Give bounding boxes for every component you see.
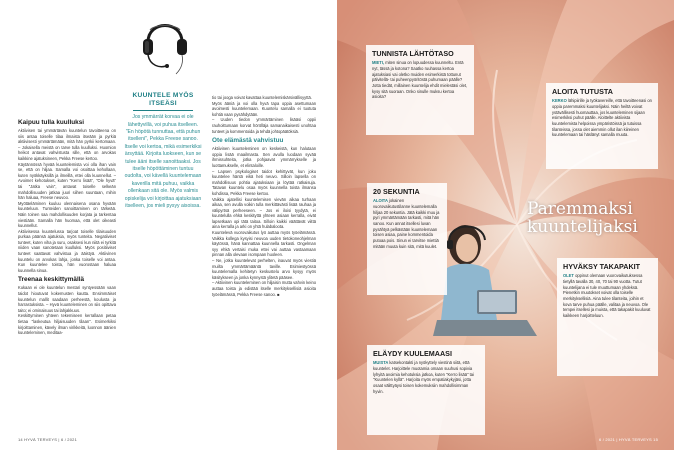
tip-heading: TUNNISTA LÄHTÖTASO: [372, 49, 454, 58]
pull-quote: [124, 92, 202, 210]
tip-lead: MIETI,: [372, 60, 386, 66]
paragraph: tio tai jooga voivat kavattaa kuuntelemiskärsivällisyyttä.: [212, 95, 312, 100]
tip-lead: ALOITA: [373, 198, 389, 204]
tip-heading: ELÄYDY KUULEMAASI: [373, 349, 452, 358]
heading-treenaa: Treenaa keskittymällä: [18, 276, 85, 284]
paragraph: Käytännössä hyvää kuuntelemista voi olla ihan vain se, että on hiljaa. Samalla voi osoittaa kehollaan, kuten nyökkäyksillä ja ilmeillä, ettei olla kuunnellut. – Avoimet kehotukset, kuten "Kerro lisää", "Ole hyvä" tai "Jatka vain", antavat toiselle selkeän mahdollisuuden jatkaa juuri siihen suuntaan, mihin hän haluaa, Freese neuvoo.: [18, 161, 116, 201]
paragraph: Myötäeläminen kuuluu olennaisena osana hyvään kuunteluun. Tunteiden sanoittaminen on tärkeää. Näin toinen saa mahdollisuuden korjata ja tarkentaa viestiään. Samalla hän huomaa, että olet oikeasti kuunnellut.: [18, 200, 116, 229]
paragraph: Aktiivisen tai ymmärtävän kuuntelun tavoitteena on siis antaa toiselle tilaa ilmaista itseään ja pyrkiä aktiivisesti ymmärtämään, mitä hän pyrkii kertomaan. – Jokaisella meistä on tarve tulla kuulluksi. Huomion heikot antavat vahvistusta sille, että on arvokas kaikkine ajatuksineen, Pekka Freese kertoo.: [18, 128, 116, 161]
folio-left: 14 HYVÄ TERVEYS | 6 / 2021: [18, 437, 78, 442]
paragraph: Vaikka ajatellisi kuuntelemisen vievän aikaa turhaan aikaa, sen avulla voikin tulla merkittävästi lisää rauhaa ja välipyrtsä perheeseen. – Jos ei iloisi tyydytä, ei kuuntelulla ehkä keskityttä yhteen asiaan kerralla, eivät lapsetkaan opi tätä taitoa. Silloin kaikki väättävät viittä aina kerralla ja arki on yhtä hulabaloota.: [212, 196, 316, 230]
tip-text: lähipiirille ja työkavereille, että tavoitteenasi on oppia paremmaksi kuuntelijaksi. Näin heiltä voivat ystävällisesti huomauttaa, jos kuunteleminen sijaan esimerkiksi puhut päälle. Aloittelte aktiivista kuuntelemista helpoissa ympäristöissä ja tutuissa tilanteissa, jossa olet aiemmin ollut ilan kiireinen kuuntelemaan tai häslänyt samalla muuta.: [552, 98, 652, 138]
tip-box-aloita: [546, 83, 658, 169]
heading-ote: Ote elämästä vahvistuu: [212, 137, 284, 145]
paragraph: – Ne, jotka kuuntelevat perhelten, inauvat myös viestiä muilta ymmärtämääntä taville. Esimiestyössä kuuntelemalla kehitetyn keskustelu arvo kysyy myös käsitykseen ja jonka kynnystä ylitetä pääsee.: [212, 258, 316, 280]
tip-lead: OLET: [563, 273, 576, 279]
paragraph: Aktiivinen kuunteleminen on keskeistä, kun halutaan oppia lisää maailmasta. Sen avulla luodaan syvää ihmissuhteita, jotka pohjaavat ymmärrykselle ja luottamukselle, et elintaloille.: [212, 146, 316, 168]
tip-text: miten sinua on lopuudessa kuunneltu. Entä nyt, tässä ja kotona? Saatko ruuhassa kertoa ajatuksiasi vai oletko muiden esimerkistä tottunut pälvitellä- tai puheenpyöritöstä puhumaan päälle? Jotta tiedät, millainen kuuntelija ehdit mielestäsi olet, kysy sitä suoraan. Onko sinulle muksu kertoa asioita?: [372, 60, 468, 100]
paragraph: – Lapsen psykologiset taidot kehittyvät, kun joku kuuntelee häntä eikä heti neuvo. Silloin lapsella on mahdollisuus pohtia ajatuksiaan ja löytää ratkaisuja. Tatavan kuuntelu osaa myös kuunnella toista ilmansa kohdissa, Pekka Freese kertoo.: [212, 168, 316, 196]
tip-lead: KERKO: [552, 98, 568, 104]
tip-box-elaydy: [367, 345, 485, 435]
title-line-1: Paremmaksi: [527, 199, 633, 219]
folio-right: 6 / 2021 | HYVÄ TERVEYS 15: [598, 437, 658, 442]
paragraph: – Uuden tiedon ymmärtäminen lisääsi oppii rauhoittumaan korvat hörölläja samanaikaisesti unohtaa tunteet ja kommentoida ja tehdä johtopäätöksiä.: [212, 117, 316, 134]
headset-icon: [140, 8, 190, 76]
column-1: [18, 116, 116, 436]
tip-heading: 20 SEKUNTIA: [373, 187, 420, 196]
tip-box-tunnista: [366, 45, 474, 135]
divider: [133, 110, 193, 111]
pull-quote-text: Jos ymmärrät korvaa ei ole lähettyvillä, voi puhua itselleen. "En höpötä tunnuttaa, että puhun itselleni", Pekka Freese sanoo. Itselle voi kertoa, mikä esimerkiksi ärsyttää. Kirjoita luokseen, kun se tulee ääni itselle sanoittaaksi. Jos itselle höpöttäminen tuntuu oudolta, voi kävellä kuuntelemaan kaverilla mitä puhuu, vaikka ollenkaan sitä ole. Myös valmis opiskelija voi kirjoittaa ajatuksiaan itselleen, jos mieli pysyy aisoissa.: [124, 114, 202, 210]
tip-heading: HYVÄKSY TAKAPAKIT: [563, 262, 641, 271]
paragraph: Keskittyminen yhteen tekemiseen kerrallaan petaa tietaa "laskeutua hiljaisuuden tilaan". Esimerkiksi kirjoittaminen, kävely ilman virikkeitä, luonnon äänien kuunteleminen, meditaa-: [18, 313, 116, 336]
tip-text: oppinut olemaan vuorovaikutuksessa tietyllä tavalla 30, 40, 70 tai 90 vuotta. Tutut kuuntelijana ei tule muuttumaan yhdeksä. Pienetkin muutokset voivat olla toiselle merkityksellisiä. Aina tulee tilanteita, joihin et kova tarve puhua päälle, valitaa ja neuvoa. Ole tempei itsellesi ja muista, että takapakit kuuluvat kaikkeen harjoitteluun.: [563, 273, 651, 319]
tip-text: katsekontakti ja nyökyttely viestinä siitä, että kuuntelet. Harjoittele muotamia omaan suuhusi sopivia lyhyitä avoimia kehotuksia jatkoa, kuten "Kerro lisää" tai "Kuuntelen kyllä". Harjoita myös empatiakykyjäsi, jotta osaat välittyäysi toisen kokemuksiin mahdollisimman hyvin.: [373, 360, 474, 394]
pull-quote-title: KUUNTELE MYÖS ITSEÄSI: [132, 92, 194, 107]
title-line-2: kuuntelijaksi: [527, 217, 638, 237]
right-page: [337, 0, 674, 450]
tip-heading: ALOITA TUTUSTA: [552, 87, 613, 96]
heading-kaipuu: Kaipuu tulla kuulluksi: [18, 119, 85, 126]
paragraph: Kuuntelevä vuorovaikutus lyö auttaa myös työelämässä. Vaikka kollega kysyisi neuvoa uuden tietokoneohjelman käytössä, hänä kannattaa kuunnella tarkasti. Ongelman syy ehkä vertaisi muka ettei vai auttaa vastaamaan pinnan alla olevaan isompaan huoleen.: [212, 230, 316, 258]
tip-lead: MUISTA: [373, 360, 390, 366]
paragraph: Myös ääniä ja voi olla hyvä tapa oppia asettumaan avoimesti kuuntelemaan. Kuuntelu samalla ei tuotuta kohtiä vaan pysähdytään.: [212, 100, 316, 117]
tip-box-20-sekuntia: [367, 183, 447, 295]
article-title: [527, 200, 667, 236]
tip-text: jokainen vuorovaikutustilanne kuuntelemalla hiljaa 20 sekuntia. Jätä kaikki muu ja pyri ymmärtämään tarkasti, mitä hän sanoo. Kun annat itsellesi luvan pysähtyä pelkästään kuuntelemaan toisen asiaa, paine kommentoida putoaa pois. Sinun ei tarvitse miettiä mitään muuta kuin sitä, mitä kuulet.: [373, 198, 440, 249]
paragraph: Kukaan ei ole kuuntelun mestari syntyessään vaan taidot hioutuvat kokemusten kautta. Ensimmäiset kuuntelun mallit saadaan perheestä, koulusta ja harrastuksista. – Hyvä kuunteleminen on siis opittava taito; ei ominaisuus tai lahjakkuus.: [18, 285, 116, 313]
tip-box-hyvaksy: [557, 258, 658, 376]
column-3: [212, 95, 316, 435]
paragraph: – Aktiivinen kuunteleminen on hiljaisin mutta vahvin keino auttaa toista ja edistää itselle merkityksellisiä asioita työelämässä, Pekka Freese sanoo. ■: [212, 280, 316, 297]
paragraph: Aktiivisessa kuuntelussa tarjoat toiselle tilaisuuden purkaa päänsä ajatuksia, myös tunteita. Negatiiviset tunteet, kuten viha ja suru, osaksesi kun niitä ei tyrkitä niiden vaan sanotetaan kuulluksi. Myös positiiviset tunteet saattavat vahvistua ja ääistyä. Aktiivinen kuuntelu on arvokas lahja, jonka toiselle voi antaa. Kun kuuntelee toista, hän vuorostaan haluaa kuunnella sinua.: [18, 228, 116, 273]
